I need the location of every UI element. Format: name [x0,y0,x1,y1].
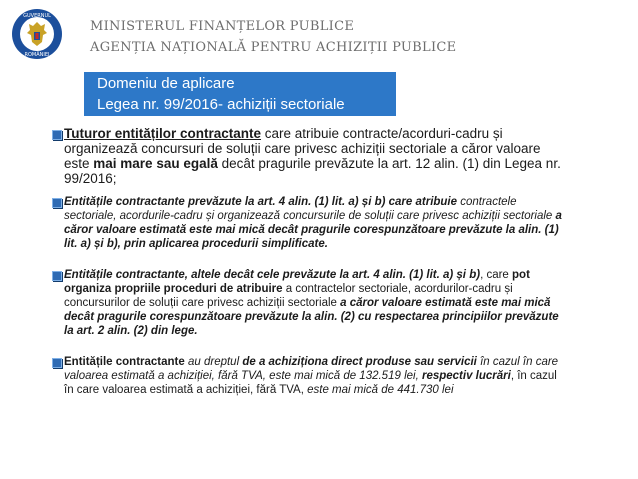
svg-text:GUVERNUL: GUVERNUL [23,13,51,19]
bullet-paragraph-1: Tuturor entităților contractante care atribuie contracte/acorduri-cadru și organizează concursuri de soluții care privesc achiziții sectoriale a căror valoare este mai mare sau egală decât pragurile prevăzute la art. 12 alin. (1) din Legea nr. 99/2016; [64,126,561,186]
bullet-paragraph-3: Entitățile contractante, altele decât cele prevăzute la art. 4 alin. (1) lit. a) și b), care pot organiza propriile proceduri de atribuire a contractelor sectoriale, acordurilor-cadru și concursurilor de soluții care privesc achiziții sectoriale a căror valoare estimată este mai mică decât pragurile corespunzătoare prevăzute la alin. (2) cu respectarea principiilor prevăzute la art. 2 alin. (2) din lege. [64,269,559,337]
title-line-2: Legea nr. 99/2016- achiziții sectoriale [97,96,345,113]
ministry-name: MINISTERUL FINANȚELOR PUBLICE [90,19,355,34]
agency-name: AGENȚIA NAȚIONALĂ PENTRU ACHIZIȚII PUBLICE [90,40,457,55]
square-bullet-icon [52,130,62,140]
header [0,0,638,72]
bullet-paragraph-2: Entitățile contractante prevăzute la art. 4 alin. (1) lit. a) și b) care atribuie contractele sectoriale, acordurile-cadru și organizează concursurile de soluții care privesc achiziții sectoriale a căror valoare estimată este mai mică decât pragurile corespunzătoare prevăzute la alin. (1) lit. a) și b), prin aplicarea procedurii simplificate. [64,196,562,250]
square-bullet-icon [52,358,62,368]
romanian-government-crest-icon [11,8,63,60]
title-line-1: Domeniu de aplicare [97,75,235,92]
square-bullet-icon [52,198,62,208]
bullet-paragraph-4: Entitățile contractante au dreptul de a achiziționa direct produse sau servicii în cazul în care valoarea estimată a achiziției, fără TVA, este mai mică de 132.519 lei, respectiv lucrări, în cazul în care valoarea estimată a achiziției, fără TVA, este mai mică de 441.730 lei [64,356,559,396]
svg-text:ROMÂNIEI: ROMÂNIEI [24,52,50,58]
square-bullet-icon [52,271,62,281]
